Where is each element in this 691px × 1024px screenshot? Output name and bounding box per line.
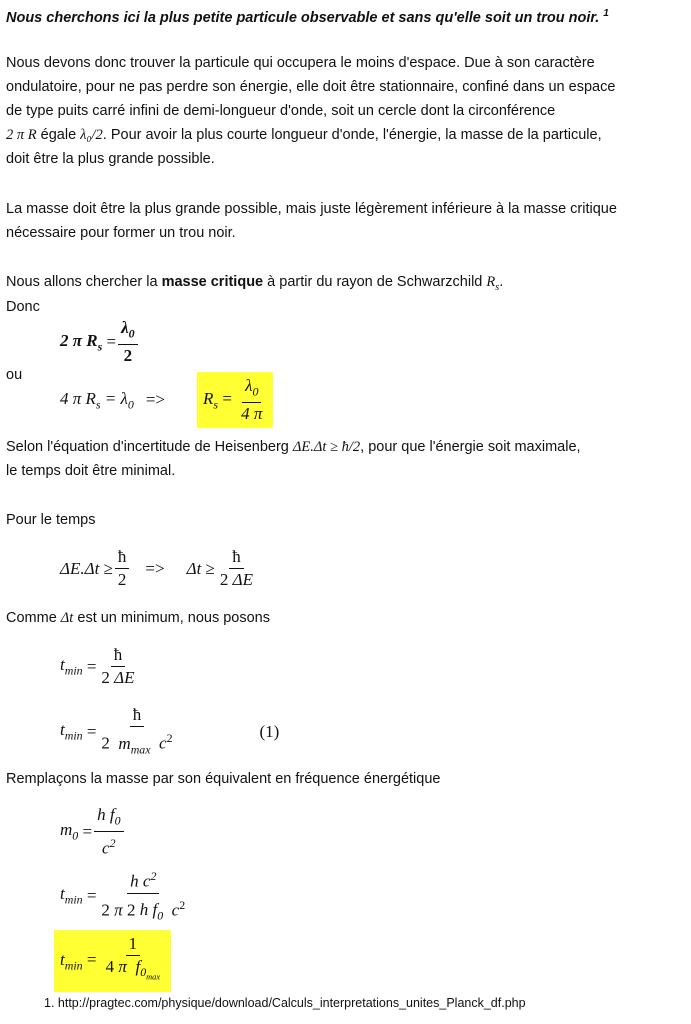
text-egale: égale [40, 127, 77, 143]
equation-2piRs: 2 π $R_s$ = $\frac{\lambda_0}{2}$ [60, 318, 140, 366]
math-Rs-symbol: R [486, 274, 496, 290]
para2-line2: nécessaire pour former un trou noir. [6, 225, 236, 241]
equation-tmin-3: $t_{min}$ = $\frac{h c^2}{2 \pi 2 h f_0 c^2}$ [60, 866, 190, 926]
equation-tmin-2: $t_{min}$ = $\frac{ħ}{2 m_{max} c^2}$ (1) [60, 705, 280, 757]
para1-line5: doit être la plus grande possible. [6, 151, 215, 167]
heisenberg-line1 [6, 437, 581, 457]
equation-m0: $m_0$ = $\frac{h f_0}{c^2}$ [60, 805, 126, 859]
para1-line1: Nous devons donc trouver la particule qui occupera le moins d'espace. Due à son caractère [6, 55, 595, 71]
para1-line4 [6, 125, 602, 145]
remplacons-line: Remplaçons la masse par son équivalent en fréquence énergétique [6, 771, 441, 787]
para2-line1: La masse doit être la plus grande possible, mais juste légèrement inférieure à la masse critique [6, 201, 617, 217]
comme-prefix: Comme [6, 610, 57, 626]
para3-prefix: Nous allons chercher la [6, 274, 158, 290]
para1-line4-rest: . Pour avoir la plus courte longueur d'onde, l'énergie, la masse de la particule, [102, 127, 602, 143]
footnote-marker: 1 [603, 8, 609, 19]
heisenberg-suffix: , pour que l'énergie soit maximale, [360, 439, 581, 455]
highlighted-tmin-result: $t_{min}$ = $\frac{1}{4 \pi f_{0_{max}}}$ [54, 930, 171, 992]
math-2piR: 2 π R [6, 127, 37, 143]
implies-arrow: => [145, 390, 166, 410]
math-lambda-half: λ₀/2 [80, 127, 103, 143]
heisenberg-math: ΔE.Δt ≥ ħ/2 [292, 439, 361, 455]
heisenberg-prefix: Selon l'équation d'incertitude de Heisenberg [6, 439, 289, 455]
para1-line3: de type puits carré infini de demi-longueur d'onde, soit un cercle dont la circonférence [6, 103, 556, 119]
para3-suffix: à partir du rayon de Schwarzchild [267, 274, 483, 290]
title-text: Nous cherchons ici la plus petite particule observable et sans qu'elle soit un trou noir. [6, 9, 600, 26]
donc-label: Donc [6, 299, 40, 315]
highlighted-Rs-result: $R_s$ = $\frac{\lambda_0}{4 \pi}$ [197, 372, 273, 428]
math-Rs-sub: s [495, 281, 500, 293]
comme-line [6, 608, 270, 628]
heisenberg-line2: le temps doit être minimal. [6, 463, 176, 479]
ou-label: ou [6, 367, 23, 383]
comme-suffix: est un minimum, nous posons [77, 610, 270, 626]
equation-label: (1) [259, 722, 280, 742]
math-delta-t: Δt [60, 610, 74, 626]
equation-tmin-1: $t_{min}$ = $\frac{ħ}{2 \Delta E}$ [60, 645, 135, 687]
equation-4piRs: 4 π $R_s = \lambda_0$ => $R_s$ = $\frac{\lambda_0}{4 \pi}$ [60, 372, 273, 428]
page-title [6, 4, 609, 28]
para1-line2: ondulatoire, pour ne pas perdre son énergie, elle doit être stationnaire, confiné dans un espace [6, 79, 616, 95]
para3-bold: masse critique [161, 274, 264, 290]
para3-line [6, 272, 503, 298]
equation-delta-t: ΔE.Δt ≥ $\frac{ħ}{2}$ => Δt ≥ $\frac{ħ}{2 \Delta E}$ [60, 547, 254, 589]
footnote: 1. http://pragtec.com/physique/download/Calculs_interpretations_unites_Planck_df.php [44, 996, 526, 1010]
math-Rs [486, 274, 500, 293]
pour-le-temps: Pour le temps [6, 512, 96, 528]
para3-end: . [499, 274, 504, 290]
